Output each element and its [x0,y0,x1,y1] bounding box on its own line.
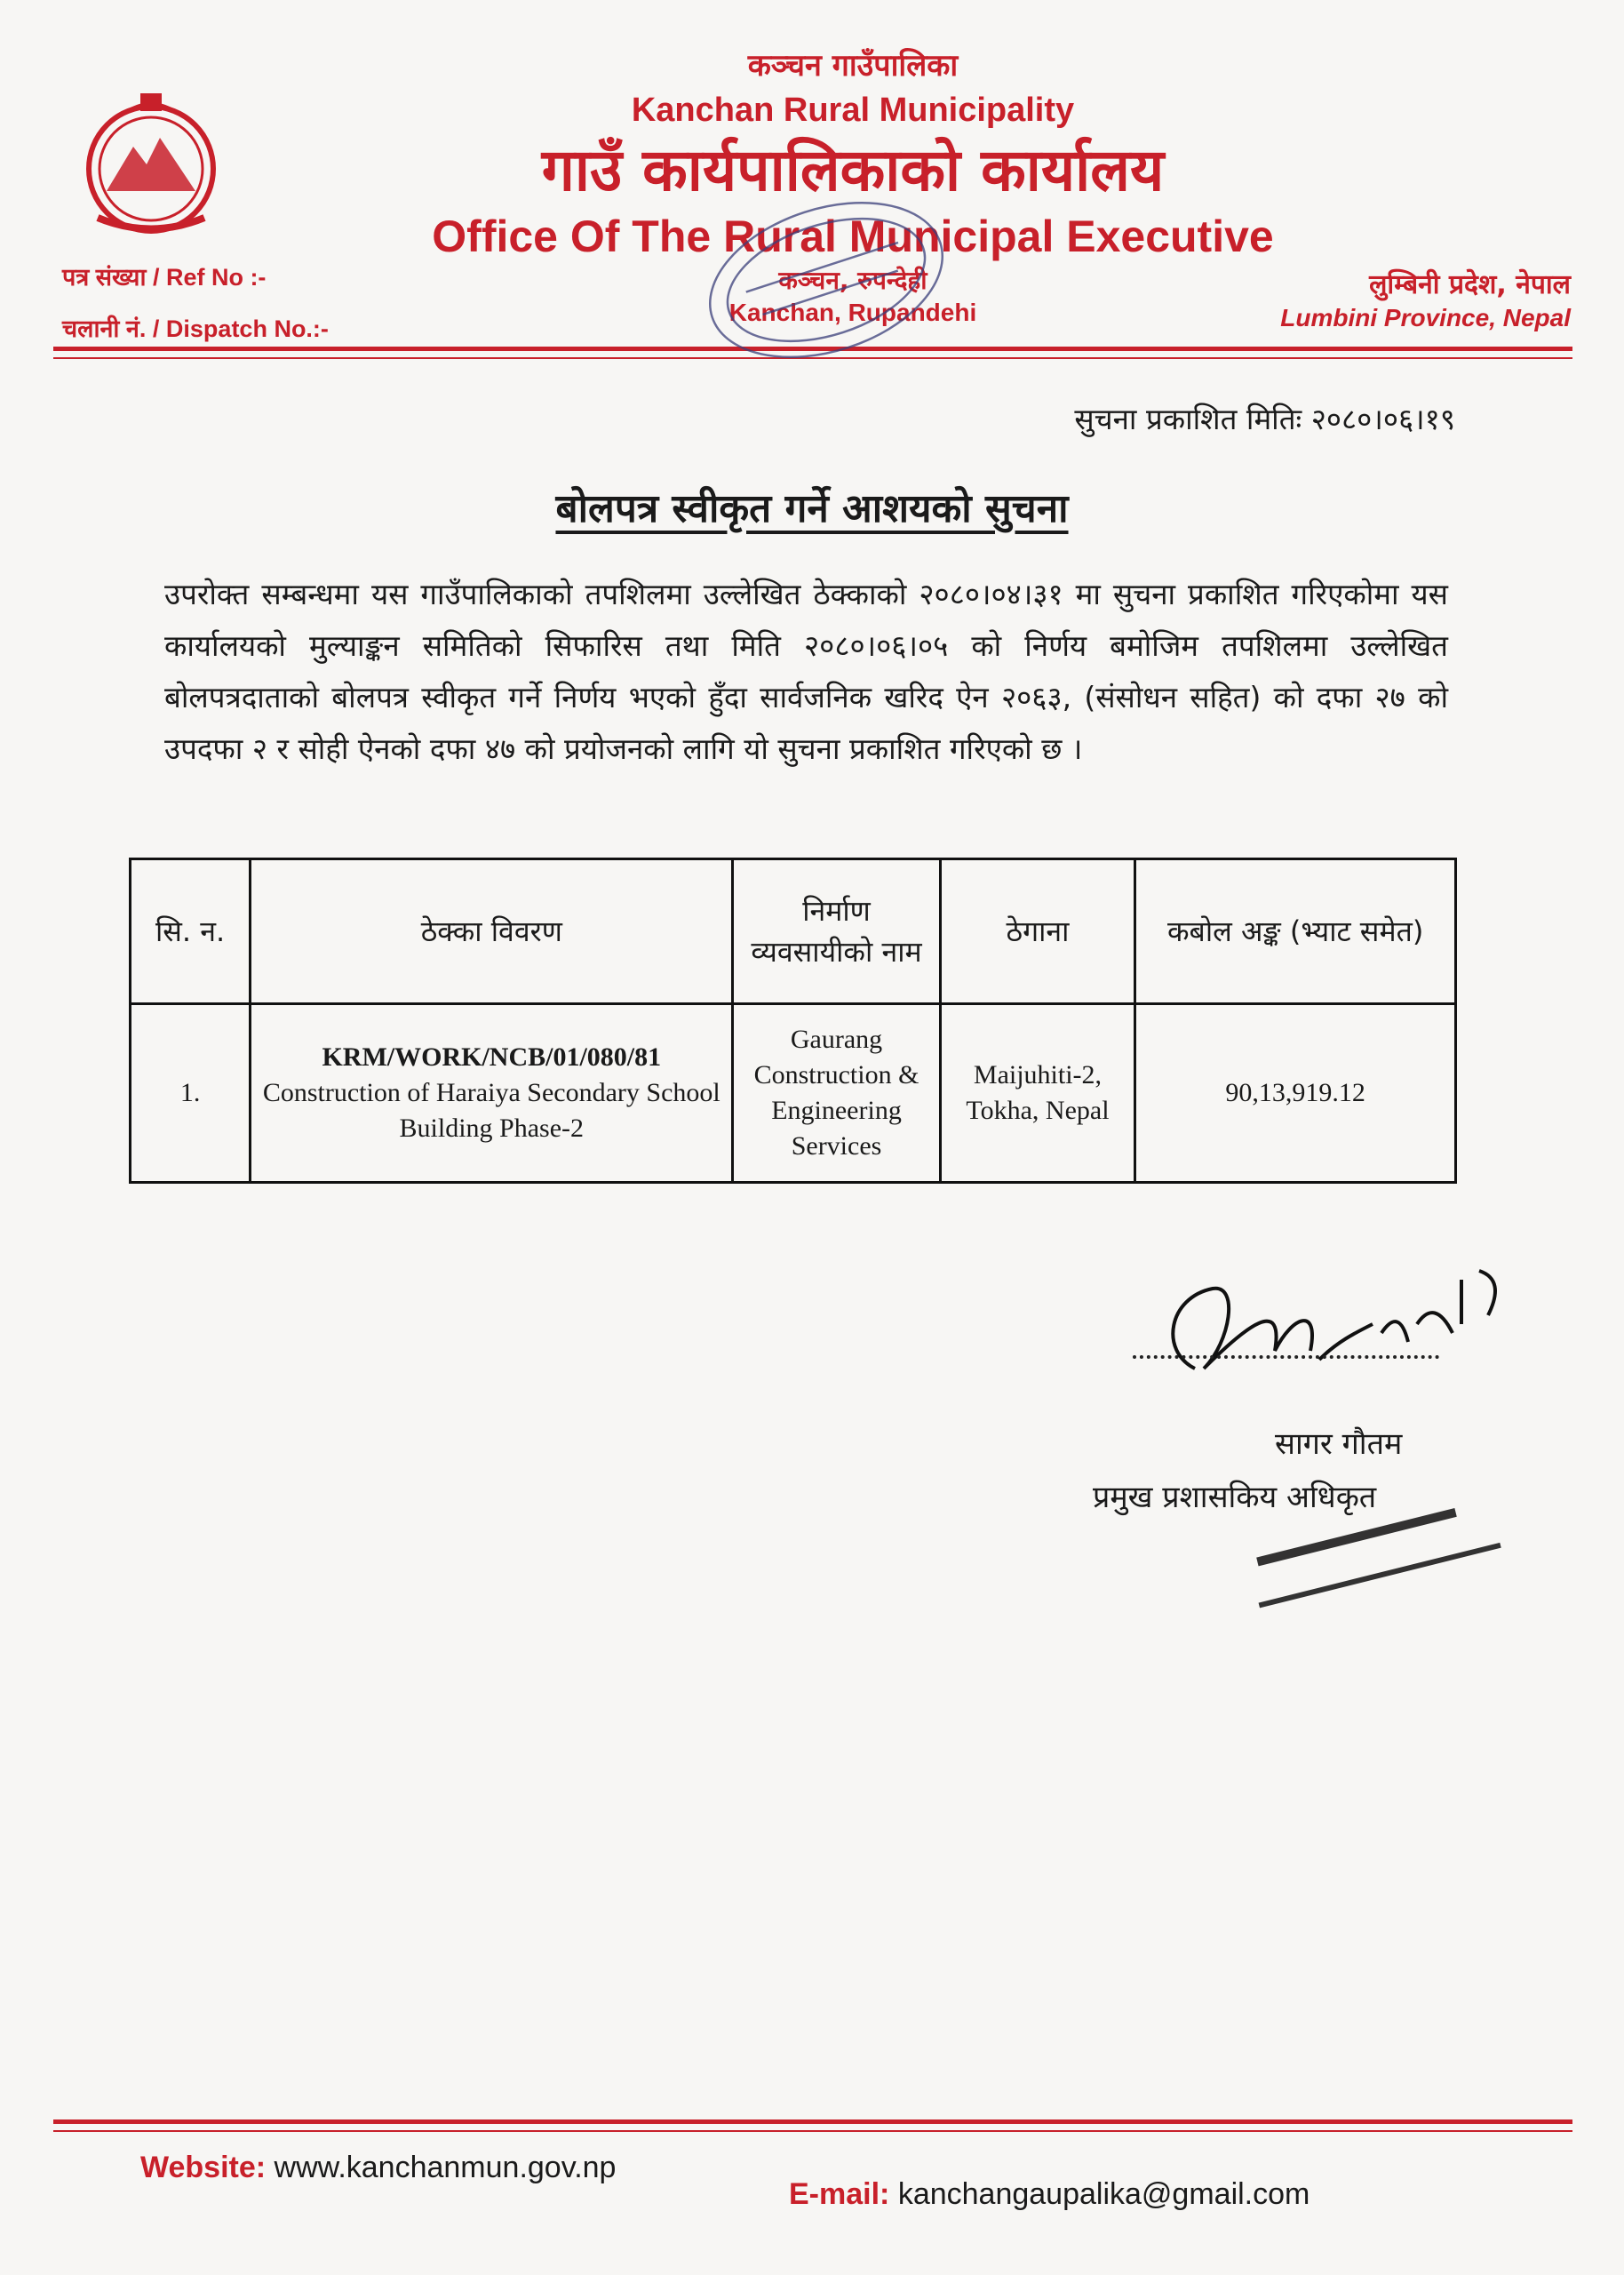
publish-date: सुचना प्रकाशित मितिः २०८०।०६।१९ [1074,402,1455,436]
signatory-name: सागर गौतम [1275,1426,1403,1462]
handwritten-signature [1142,1244,1515,1422]
nepal-emblem-icon [71,84,231,244]
province-en: Lumbini Province, Nepal [1280,304,1571,331]
footer-divider-thin [53,2130,1572,2132]
contract-id: KRM/WORK/NCB/01/080/81 [322,1042,662,1072]
municipality-name-en: Kanchan Rural Municipality [631,92,1075,129]
notice-body: उपरोक्त सम्बन्धमा यस गाउँपालिकाको तपशिलमा उल्लेखित ठेक्काको २०८०।०४।३१ मा सुचना प्रकाशित गरिएकोमा यस कार्यालयको मुल्याङ्कन समितिको सिफारिस तथा मिति २०८०।०६।०५ को निर्णय बमोजिम तपशिलमा उल्लेखित बोलपत्रदाताको बोलपत्र स्वीकृत गर्ने निर्णय भएको हुँदा सार्वजनिक खरिद ऐन २०६३, (संसोधन सहित) को दफा २७ को उपदफा २ र सोही ऐनको दफा ४७ को प्रयोजनको लागि यो सुचना प्रकाशित गरिएको छ । [164,577,1448,766]
table-header-row [131,859,1456,1004]
address-np: कञ्चन, रुपन्देही [778,266,927,295]
cell-contractor: Gaurang Construction & Engineering Services [733,1004,940,1183]
contract-desc: Construction of Haraiya Secondary School Building Phase-2 [262,1078,720,1143]
notice-subject [0,480,1624,533]
footer-email [789,2177,1310,2212]
footer-website [140,2151,616,2185]
footer-divider [53,2119,1572,2124]
signatory-stamp [1226,1475,1528,1653]
dispatch-no-label: चलानी नं. / Dispatch No.:- [62,315,329,342]
cell-contract [251,1004,733,1183]
office-stamp [693,182,959,378]
cell-amount: 90,13,919.12 [1135,1004,1456,1183]
address-en: Kanchan, Rupandehi [728,299,977,326]
office-name-np: गाउँ कार्यपालिकाको कार्यालय [541,136,1165,204]
province-np: लुम्बिनी प्रदेश, नेपाल [1369,269,1571,300]
website-link[interactable]: www.kanchanmun.gov.np [274,2151,617,2184]
ref-no-label: पत्र संख्या / Ref No :- [62,264,267,291]
award-table [129,858,1457,1184]
cell-sn: 1. [131,1004,251,1183]
municipality-name-np: कञ्चन गाउँपालिका [747,48,959,84]
office-name-en: Office Of The Rural Municipal Executive [432,212,1274,261]
website-label: Website: [140,2151,267,2184]
email-link[interactable]: kanchangaupalika@gmail.com [897,2177,1310,2211]
header-amount: कबोल अङ्क (भ्याट समेत) [1135,859,1456,1004]
cell-address: Maijuhiti-2, Tokha, Nepal [940,1004,1135,1183]
email-label: E-mail: [789,2177,890,2211]
header-address: ठेगाना [940,859,1135,1004]
signatory-title: प्रमुख प्रशासकिय अधिकृत [1093,1480,1377,1515]
signature-line [1133,1355,1439,1359]
header-contract: ठेक्का विवरण [251,859,733,1004]
header-sn: सि. न. [131,859,251,1004]
header-contractor: निर्माण व्यवसायीको नाम [733,859,940,1004]
table-row [131,1004,1456,1183]
notice-subject-text: बोलपत्र स्वीकृत गर्ने आशयको सुचना [555,486,1069,531]
